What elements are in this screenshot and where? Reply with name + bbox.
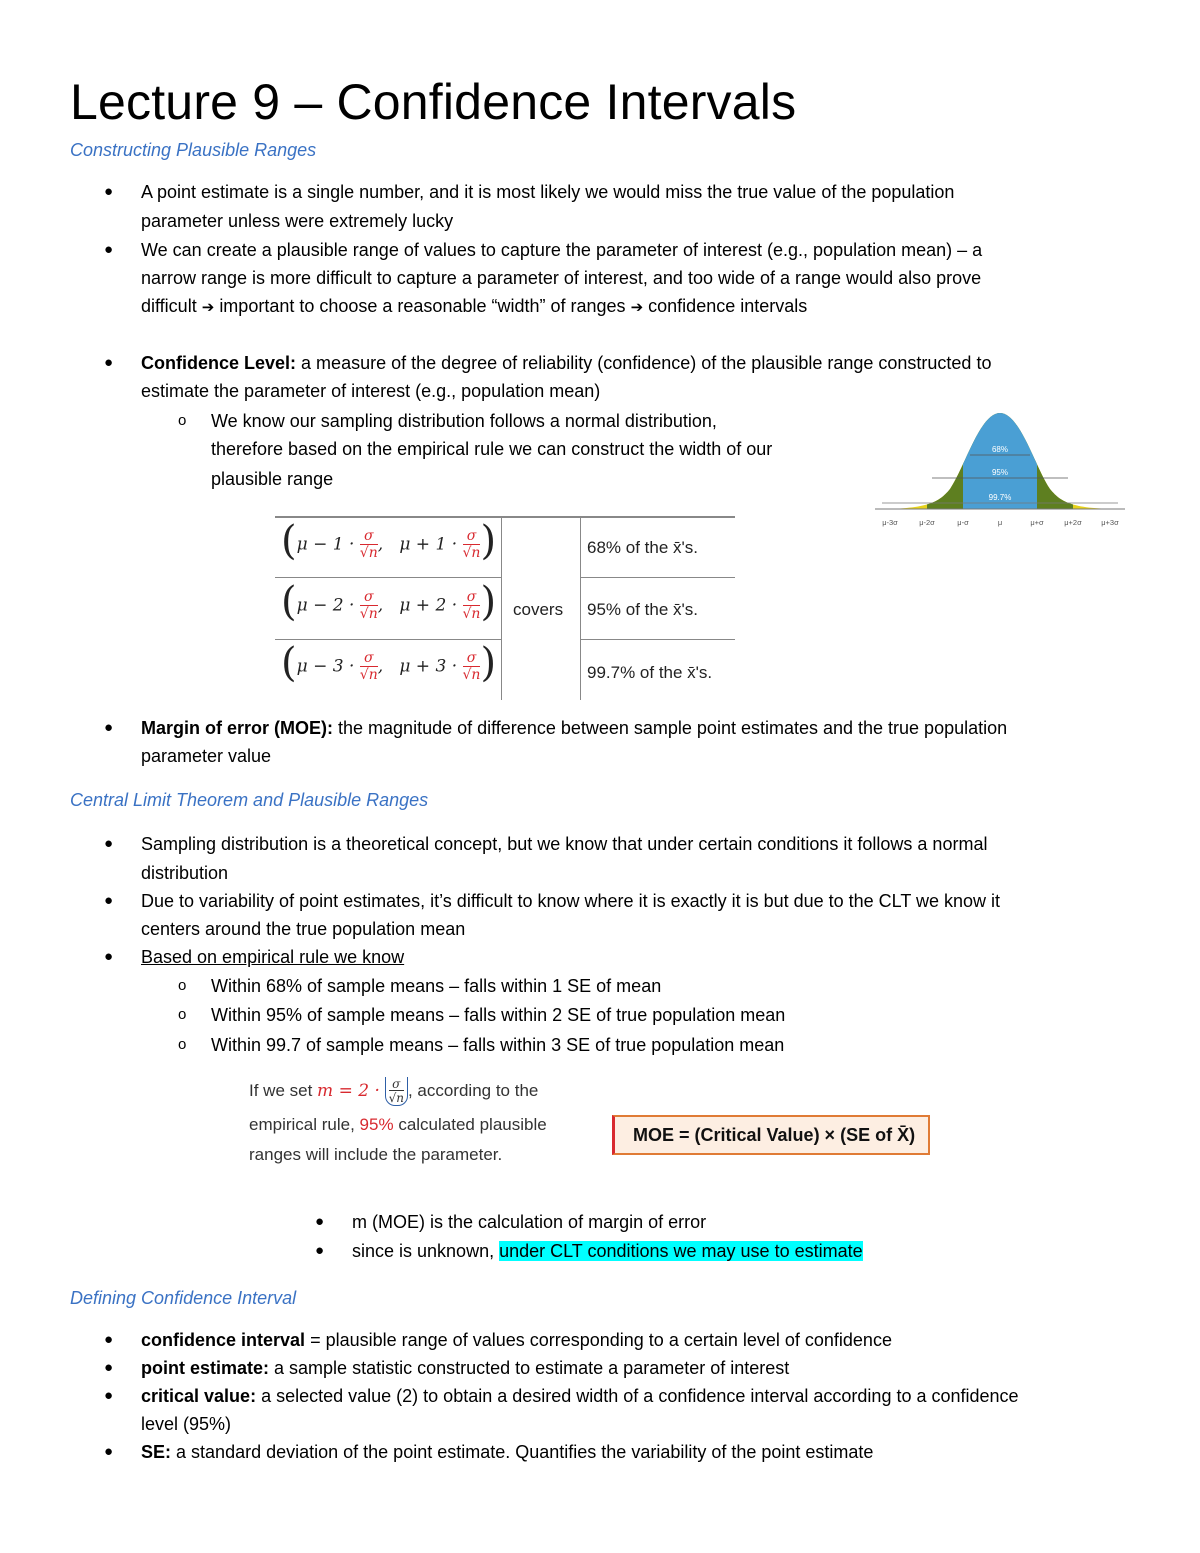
bullet-icon: ● xyxy=(104,1387,114,1404)
term: critical value: xyxy=(141,1386,257,1406)
table-rule xyxy=(275,577,501,578)
coverage-cell: 99.7% of the x̄'s. xyxy=(587,663,713,682)
tick-label: μ-2σ xyxy=(919,518,935,527)
bullet-text: Due to variability of point estimates, it’s difficult to know where it is exactly it is but due to the CLT we know it xyxy=(141,891,1001,911)
section-heading-clt: Central Limit Theorem and Plausible Ranges xyxy=(70,790,429,810)
bullet-text: estimate the parameter of interest (e.g., population mean) xyxy=(141,381,601,401)
bullet-icon: ● xyxy=(315,1213,325,1230)
interval-formula-2: ($\mu - 2 \cdot \frac{\sigma}{√n}$, $\mu + 2 \cdot \frac{\sigma}{√n}$) xyxy=(281,579,497,625)
table-rule xyxy=(580,577,735,578)
sub-bullet-icon: o xyxy=(178,1006,187,1023)
normal-curve-figure xyxy=(870,405,1130,545)
bullet-text: m (MOE) is the calculation of margin of error xyxy=(352,1212,707,1232)
band-label-997: 99.7% xyxy=(988,493,1012,502)
bullet-icon: ● xyxy=(104,892,114,909)
sub-bullet-text: therefore based on the empirical rule we can construct the width of our xyxy=(211,439,773,459)
bullet-text-line xyxy=(141,349,991,378)
bullet-icon: ● xyxy=(104,1359,114,1376)
interval-formula-3: ($\mu - 3 \cdot \frac{\sigma}{√n}$, $\mu + 3 \cdot \frac{\sigma}{√n}$) xyxy=(281,640,497,686)
tick-label: μ+2σ xyxy=(1064,518,1082,527)
bullet-text: distribution xyxy=(141,863,229,883)
bullet-text: the magnitude of difference between sample point estimates and the true population xyxy=(338,718,1008,738)
term: Margin of error (MOE): xyxy=(141,718,333,738)
bullet-text: narrow range is more difficult to capture a parameter of interest, and too wide of a range would also prove xyxy=(141,268,982,288)
bullet-icon: ● xyxy=(104,183,114,200)
bullet-text: = plausible range of values corresponding to a certain level of confidence xyxy=(310,1330,892,1350)
term: confidence interval xyxy=(141,1330,306,1350)
bullet-icon: ● xyxy=(104,1443,114,1460)
bullet-icon: ● xyxy=(104,241,114,258)
bullet-text: Based on empirical rule we know xyxy=(141,947,405,967)
bullet-text: a measure of the degree of reliability (confidence) of the plausible range constructed to xyxy=(301,353,992,373)
highlighted-text: under CLT conditions we may use to estimate xyxy=(499,1241,863,1261)
tick-label: μ-σ xyxy=(957,518,969,527)
band-label-68: 68% xyxy=(991,445,1009,454)
sub-bullet-text: Within 95% of sample means – falls within 2 SE of true population mean xyxy=(211,1005,786,1025)
bullet-text: since is unknown, xyxy=(352,1241,495,1261)
bullet-text-line xyxy=(141,1438,873,1467)
covers-label: covers xyxy=(513,600,564,619)
bullet-text: a selected value (2) to obtain a desired width of a confidence interval according to a confidence xyxy=(261,1386,1019,1406)
term: point estimate: xyxy=(141,1358,270,1378)
sub-bullet-text: plausible range xyxy=(211,469,334,489)
bullet-text: important to choose a reasonable “width” of ranges xyxy=(219,296,626,316)
bullet-text-line xyxy=(352,1237,863,1266)
table-rule xyxy=(275,639,501,640)
table-divider xyxy=(501,516,502,700)
bullet-icon: ● xyxy=(104,835,114,852)
arrow-right-icon: ➔ xyxy=(630,298,644,316)
table-rule xyxy=(275,516,735,518)
bullet-text: We can create a plausible range of values to capture the parameter of interest (e.g., population mean) – a xyxy=(141,240,983,260)
bullet-text: difficult xyxy=(141,296,197,316)
bullet-icon: ● xyxy=(104,948,114,965)
bullet-text-line xyxy=(141,714,1007,743)
bullet-icon: ● xyxy=(104,1331,114,1348)
empirical-rule-note: If we set $m = 2 \cdot \frac{\sigma}{√n}$, according to the empirical rule, 95% calculated plausible ranges will include the parameter. xyxy=(249,1077,547,1164)
moe-formula-box: MOE = (Critical Value) × (SE of X̄) xyxy=(612,1115,930,1155)
bullet-text: A point estimate is a single number, and it is most likely we would miss the true value of the population xyxy=(141,182,955,202)
sub-bullet-icon: o xyxy=(178,1036,187,1053)
band-label-95: 95% xyxy=(991,468,1009,477)
section-heading-confidence-interval: Defining Confidence Interval xyxy=(70,1288,297,1308)
bullet-text: a sample statistic constructed to estimate a parameter of interest xyxy=(274,1358,790,1378)
tick-label: μ-3σ xyxy=(882,518,898,527)
coverage-cell: 95% of the x̄'s. xyxy=(587,600,698,619)
bullet-text: parameter value xyxy=(141,746,272,766)
bullet-icon: ● xyxy=(315,1242,325,1259)
bullet-text-line xyxy=(141,1326,892,1355)
sub-bullet-icon: o xyxy=(178,412,187,429)
bullet-icon: ● xyxy=(104,354,114,371)
sub-bullet-icon: o xyxy=(178,977,187,994)
bullet-text-line xyxy=(141,292,807,322)
tick-label: μ+σ xyxy=(1030,518,1044,527)
bullet-text-line xyxy=(141,1354,789,1383)
table-divider xyxy=(580,516,581,700)
bullet-text: level (95%) xyxy=(141,1414,232,1434)
bullet-text: Sampling distribution is a theoretical concept, but we know that under certain conditions it follows a normal xyxy=(141,834,988,854)
sub-bullet-text: Within 68% of sample means – falls within 1 SE of mean xyxy=(211,976,662,996)
section-heading-plausible-ranges: Constructing Plausible Ranges xyxy=(70,140,317,160)
bullet-text: a standard deviation of the point estimate. Quantifies the variability of the point estimate xyxy=(176,1442,874,1462)
term: SE: xyxy=(141,1442,172,1462)
bullet-text: confidence intervals xyxy=(648,296,808,316)
sub-bullet-text: Within 99.7 of sample means – falls within 3 SE of true population mean xyxy=(211,1035,785,1055)
arrow-right-icon: ➔ xyxy=(201,298,215,316)
page-title: Lecture 9 – Confidence Intervals xyxy=(70,74,797,130)
coverage-cell: 68% of the x̄'s. xyxy=(587,538,698,557)
empirical-rule-table xyxy=(275,516,735,700)
bullet-text: centers around the true population mean xyxy=(141,919,466,939)
bullet-icon: ● xyxy=(104,719,114,736)
tick-label: μ xyxy=(997,518,1003,527)
interval-formula-1: ($\mu - 1 \cdot \frac{\sigma}{√n}$, $\mu + 1 \cdot \frac{\sigma}{√n}$) xyxy=(281,518,497,564)
tick-label: μ+3σ xyxy=(1101,518,1119,527)
sub-bullet-text: We know our sampling distribution follows a normal distribution, xyxy=(211,411,717,431)
term: Confidence Level: xyxy=(141,353,297,373)
bullet-text: parameter unless were extremely lucky xyxy=(141,211,454,231)
table-rule xyxy=(580,639,735,640)
bullet-text-line xyxy=(141,1382,1019,1411)
